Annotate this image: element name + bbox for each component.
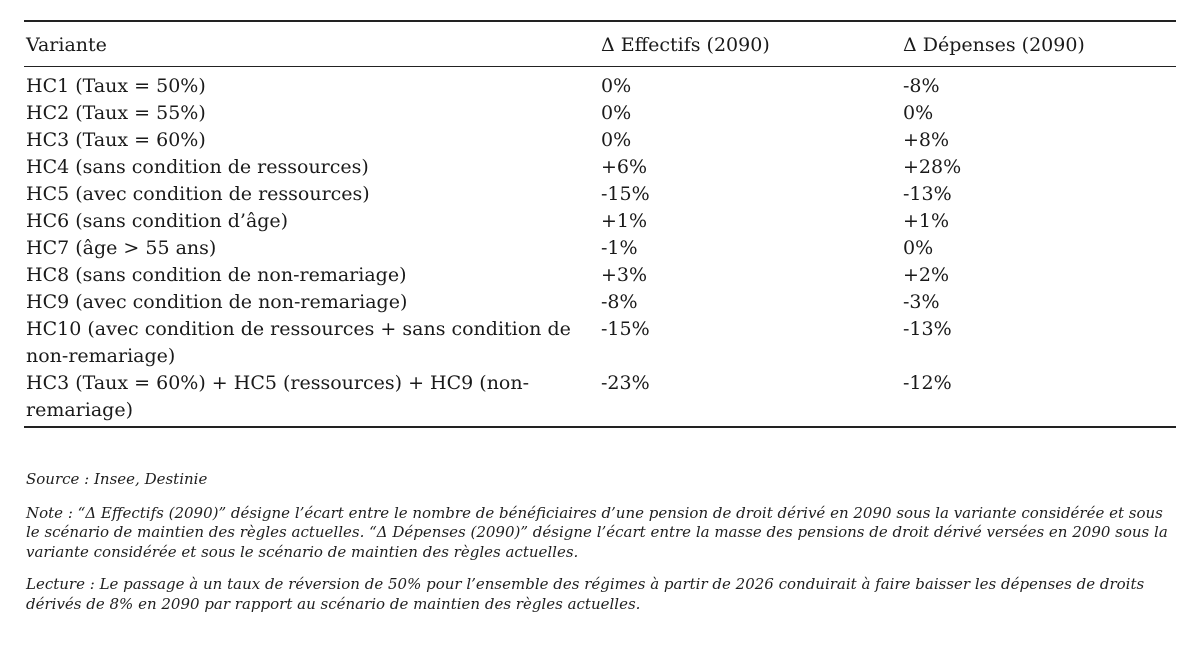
document-page <box>24 20 1176 627</box>
cell-variante: HC5 (avec condition de ressources) <box>26 183 370 205</box>
cell-depenses: 0% <box>903 102 934 124</box>
table-row <box>24 262 1176 289</box>
reading-note: Lecture : Le passage à un taux de réversion de 50% pour l’ensemble des régimes à partir de 2026 conduirait à faire baisser les dépenses de droits dérivés de 8% en 2090 par rapport au scénario de maintien des règles actuelles. <box>26 575 1145 613</box>
cell-depenses: +8% <box>903 129 950 151</box>
table-row <box>24 100 1176 127</box>
cell-variante: HC9 (avec condition de non-remariage) <box>26 291 408 313</box>
table-row <box>24 127 1176 154</box>
cell-variante: HC3 (Taux = 60%) <box>26 129 206 151</box>
cell-effectifs: 0% <box>601 102 632 124</box>
cell-effectifs: -15% <box>601 318 650 340</box>
cell-effectifs: 0% <box>601 129 632 151</box>
cell-effectifs: +3% <box>601 264 648 286</box>
cell-effectifs: -8% <box>601 291 638 313</box>
cell-depenses: -13% <box>903 183 952 205</box>
cell-variante: HC10 (avec condition de ressources + sans condition de non-remariage) <box>26 318 571 367</box>
table-row <box>24 154 1176 181</box>
cell-depenses: +1% <box>903 210 950 232</box>
cell-variante: HC6 (sans condition d’âge) <box>26 210 289 232</box>
definition-note: Note : “Δ Effectifs (2090)” désigne l’écart entre le nombre de bénéficiaires d’une pension de droit dérivé en 2090 sous la variante considérée et sous le scénario de maintien des règles actuelles. “Δ Dépenses (2090)” désigne l’écart entre la masse des pensions de droit dérivé versées en 2090 sous la variante considérée et sous le scénario de maintien des règles actuelles. <box>26 503 1168 561</box>
cell-variante: HC2 (Taux = 55%) <box>26 102 206 124</box>
header-depenses: Δ Dépenses (2090) <box>901 21 1176 67</box>
cell-depenses: -12% <box>901 370 1176 427</box>
table-header-row <box>24 21 1176 67</box>
table-body <box>24 67 1176 428</box>
cell-variante: HC4 (sans condition de ressources) <box>26 156 369 178</box>
cell-depenses: -3% <box>903 291 940 313</box>
cell-depenses: +28% <box>903 156 962 178</box>
cell-depenses: 0% <box>903 237 934 259</box>
variants-table <box>24 20 1176 428</box>
table-row <box>24 67 1176 101</box>
table-notes <box>24 470 1176 614</box>
cell-variante: HC7 (âge > 55 ans) <box>26 237 217 259</box>
cell-variante: HC1 (Taux = 50%) <box>26 75 206 97</box>
table-row <box>24 289 1176 316</box>
cell-effectifs: -1% <box>601 237 638 259</box>
cell-depenses: +2% <box>903 264 950 286</box>
header-variante: Variante <box>24 21 599 67</box>
cell-effectifs: 0% <box>601 75 632 97</box>
cell-variante: HC3 (Taux = 60%) + HC5 (ressources) + HC9 (non-remariage) <box>24 370 599 427</box>
table-row <box>24 235 1176 262</box>
cell-effectifs: +1% <box>601 210 648 232</box>
table-row <box>24 208 1176 235</box>
cell-effectifs: -15% <box>601 183 650 205</box>
table-row <box>24 181 1176 208</box>
cell-variante: HC8 (sans condition de non-remariage) <box>26 264 407 286</box>
cell-effectifs: -23% <box>599 370 901 427</box>
cell-depenses: -8% <box>903 75 940 97</box>
cell-effectifs: +6% <box>601 156 648 178</box>
header-effectifs: Δ Effectifs (2090) <box>599 21 901 67</box>
table-row <box>24 370 1176 427</box>
table-row <box>24 316 1176 370</box>
source-note: Source : Insee, Destinie <box>26 470 208 488</box>
cell-depenses: -13% <box>903 318 952 340</box>
